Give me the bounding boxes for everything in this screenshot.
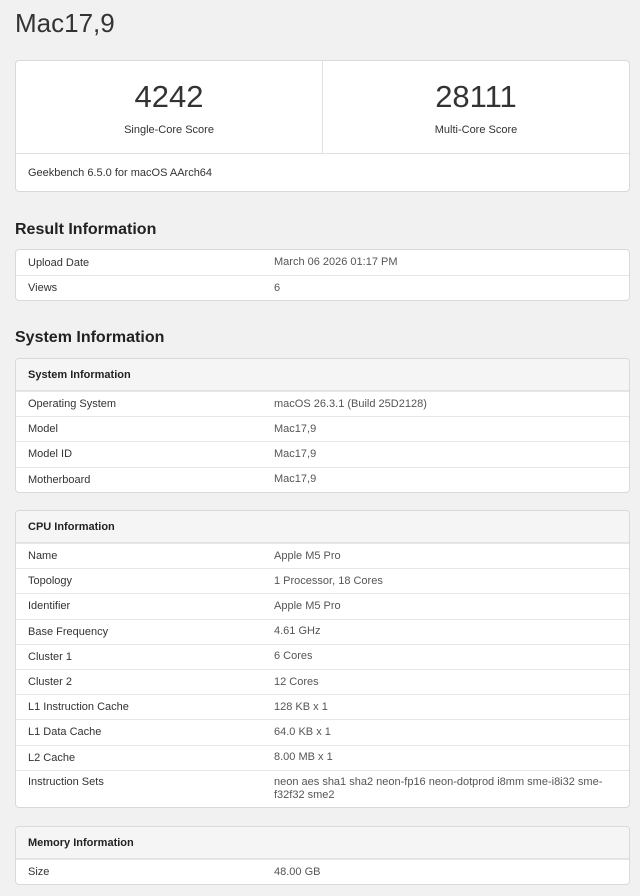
table-row [16, 416, 629, 441]
table-row [16, 568, 629, 593]
table-row [16, 543, 629, 568]
row-value: 128 KB x 1 [274, 700, 328, 713]
device-title: Mac17,9 [15, 8, 115, 38]
row-value: neon aes sha1 sha2 neon-fp16 neon-dotprod i8mm sme-i8i32 sme-f32f32 sme2 [274, 775, 603, 801]
row-value: 8.00 MB x 1 [274, 751, 333, 764]
row-value: 48.00 GB [274, 865, 321, 878]
multi-core-label: Multi-Core Score [434, 124, 518, 136]
row-key: Cluster 1 [28, 650, 73, 663]
row-value: 4.61 GHz [274, 625, 321, 638]
result-information-heading: Result Information [15, 221, 157, 238]
row-key: Topology [28, 575, 73, 588]
table-row [16, 441, 629, 466]
cpu-information-header: CPU Information [16, 511, 629, 543]
row-key: Size [28, 866, 50, 879]
row-key: Identifier [28, 600, 71, 613]
row-key: Cluster 2 [28, 676, 73, 689]
row-value: 6 Cores [274, 650, 313, 663]
table-row [16, 275, 629, 300]
table-row [16, 694, 629, 719]
table-row [16, 593, 629, 618]
table-row [16, 770, 629, 807]
system-information-card [15, 358, 630, 493]
row-value: 12 Cores [274, 675, 319, 688]
result-information-card [15, 249, 630, 301]
benchmark-version: Geekbench 6.5.0 for macOS AArch64 [28, 167, 213, 179]
multi-core-value: 28111 [435, 79, 517, 114]
system-information-heading: System Information [15, 329, 165, 346]
memory-information-header: Memory Information [16, 827, 629, 859]
table-row [16, 669, 629, 694]
row-key: Base Frequency [28, 625, 109, 638]
row-value: March 06 2026 01:17 PM [274, 256, 398, 269]
row-value: Apple M5 Pro [274, 599, 341, 612]
table-row [16, 467, 629, 492]
scores-row [16, 61, 629, 154]
row-value: Mac17,9 [274, 422, 317, 435]
table-row [16, 391, 629, 416]
row-key: L1 Instruction Cache [28, 701, 129, 714]
row-key: L1 Data Cache [28, 726, 102, 739]
single-core-label: Single-Core Score [124, 124, 214, 136]
row-value: 64.0 KB x 1 [274, 725, 331, 738]
row-value: 6 [274, 281, 281, 294]
row-value: Mac17,9 [274, 473, 317, 486]
single-core-value: 4242 [134, 79, 204, 114]
table-row [16, 619, 629, 644]
single-core-score [16, 61, 322, 153]
row-value: macOS 26.3.1 (Build 25D2128) [274, 397, 427, 410]
table-row [16, 745, 629, 770]
row-key: Model [28, 423, 58, 436]
row-key: Upload Date [28, 256, 90, 269]
row-value: Mac17,9 [274, 447, 317, 460]
row-key: Model ID [28, 448, 73, 461]
row-key: Motherboard [28, 473, 91, 486]
table-row [16, 859, 629, 884]
table-row [16, 719, 629, 744]
row-key: Instruction Sets [28, 775, 104, 788]
table-row [16, 250, 629, 275]
row-key: Operating System [28, 398, 117, 411]
row-key: Name [28, 550, 58, 563]
table-row [16, 644, 629, 669]
row-value: Apple M5 Pro [274, 549, 341, 562]
memory-information-card [15, 826, 630, 885]
row-key: Views [28, 282, 58, 295]
score-card [15, 60, 630, 192]
cpu-information-card [15, 510, 630, 808]
multi-core-score [322, 61, 629, 153]
row-value: 1 Processor, 18 Cores [274, 574, 383, 587]
row-key: L2 Cache [28, 751, 76, 764]
system-information-header: System Information [16, 359, 629, 391]
